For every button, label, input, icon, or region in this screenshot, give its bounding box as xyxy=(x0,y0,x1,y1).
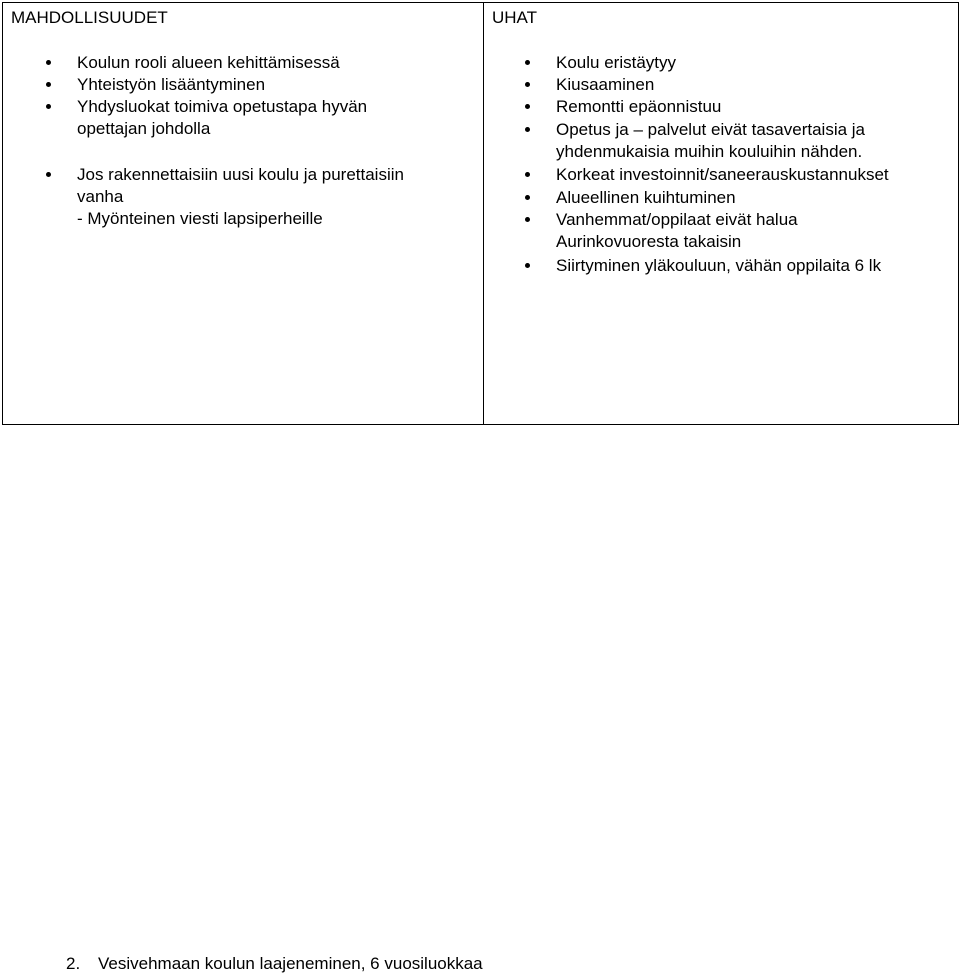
opportunity-item: Jos rakennettaisiin uusi koulu ja purettaisiin xyxy=(77,165,404,184)
threat-item: Kiusaaminen xyxy=(556,75,655,94)
opportunity-item-continued: vanha xyxy=(77,187,124,206)
bullet-icon xyxy=(525,104,530,109)
section-heading xyxy=(66,953,483,975)
bullet-icon xyxy=(525,127,530,132)
section-number: 2. xyxy=(66,954,81,973)
bullet-icon xyxy=(46,172,51,177)
swot-table xyxy=(2,2,959,425)
threat-item: Opetus ja – palvelut eivät tasavertaisia ja xyxy=(556,120,866,139)
threat-item: Remontti epäonnistuu xyxy=(556,97,722,116)
bullet-icon xyxy=(525,60,530,65)
bullet-icon xyxy=(46,60,51,65)
threats-cell xyxy=(484,3,958,424)
threat-item-continued: Aurinkovuoresta takaisin xyxy=(556,232,742,251)
opportunities-cell xyxy=(3,3,484,424)
bullet-icon xyxy=(525,195,530,200)
bullet-icon xyxy=(525,172,530,177)
opportunity-item-continued: opettajan johdolla xyxy=(77,119,211,138)
bullet-icon xyxy=(525,263,530,268)
bullet-icon xyxy=(46,82,51,87)
opportunity-item-continued: - Myönteinen viesti lapsiperheille xyxy=(77,209,323,228)
threat-item-continued: yhdenmukaisia muihin kouluihin nähden. xyxy=(556,142,863,161)
opportunities-title: MAHDOLLISUUDET xyxy=(11,8,168,27)
threats-title: UHAT xyxy=(492,8,538,27)
threat-item: Korkeat investoinnit/saneerauskustannukset xyxy=(556,165,889,184)
bullet-icon xyxy=(46,104,51,109)
section-title: Vesivehmaan koulun laajeneminen, 6 vuosiluokkaa xyxy=(98,954,483,973)
bullet-icon xyxy=(525,82,530,87)
opportunity-item: Yhteistyön lisääntyminen xyxy=(77,75,266,94)
threat-item: Alueellinen kuihtuminen xyxy=(556,188,736,207)
opportunity-item: Yhdysluokat toimiva opetustapa hyvän xyxy=(77,97,368,116)
bullet-icon xyxy=(525,217,530,222)
threat-item: Vanhemmat/oppilaat eivät halua xyxy=(556,210,798,229)
threat-item: Siirtyminen yläkouluun, vähän oppilaita 6 lk xyxy=(556,256,882,275)
threat-item: Koulu eristäytyy xyxy=(556,53,676,72)
opportunity-item: Koulun rooli alueen kehittämisessä xyxy=(77,53,340,72)
